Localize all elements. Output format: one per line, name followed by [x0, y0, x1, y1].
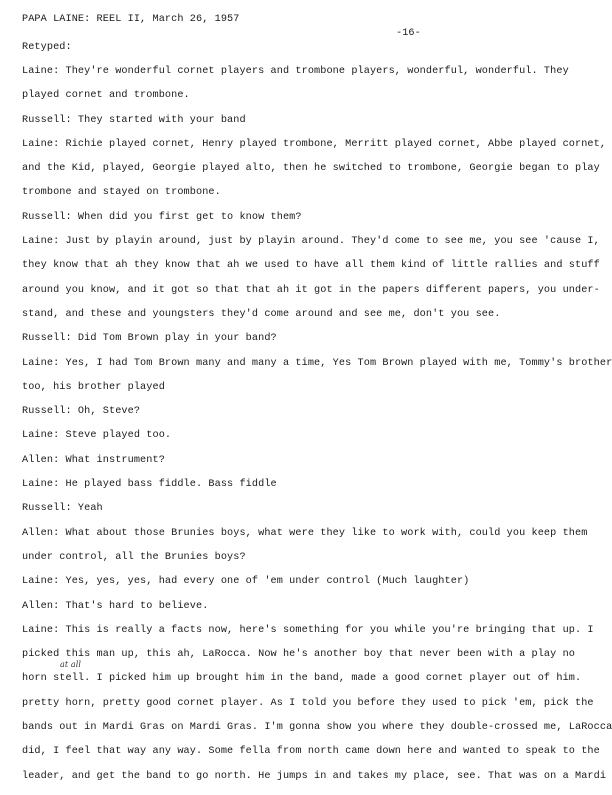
- transcript-line: Laine: Yes, I had Tom Brown many and many a time, Yes Tom Brown played with me, Tommy's brother: [22, 357, 612, 369]
- transcript-line: played cornet and trombone.: [22, 90, 190, 102]
- transcript-line: Russell: When did you first get to know them?: [22, 211, 302, 223]
- transcript-line: Laine: This is really a facts now, here's something for you while you're bringing that up. I: [22, 624, 594, 636]
- transcript-line: Allen: What about those Brunies boys, what were they like to work with, could you keep them: [22, 527, 588, 539]
- transcript-line: Laine: Steve played too.: [22, 430, 172, 442]
- transcript-line: trombone and stayed on trombone.: [22, 187, 221, 199]
- transcript-line: Allen: What instrument?: [22, 454, 165, 466]
- transcript-line: Laine: He played bass fiddle. Bass fiddle: [22, 479, 277, 491]
- transcript-line: under control, all the Brunies boys?: [22, 551, 246, 563]
- handwritten-annotation: at all: [60, 660, 82, 669]
- transcript-line: and the Kid, played, Georgie played alto, then he switched to trombone, Georgie began to play: [22, 163, 600, 175]
- transcript-line: pretty horn, pretty good cornet player. As I told you before they used to pick 'em, pick the: [22, 697, 594, 709]
- transcript-line: horn stell. I picked him up brought him in the band, made a good cornet player out of him.: [22, 673, 582, 685]
- transcript-line: Laine: Yes, yes, yes, had every one of 'em under control (Much laughter): [22, 576, 470, 588]
- transcript-line: they know that ah they know that ah we used to have all them kind of little rallies and stuff: [22, 260, 600, 272]
- transcript-line: did, I feel that way any way. Some fella from north came down here and wanted to speak to the: [22, 746, 600, 758]
- transcript-line: too, his brother played: [22, 381, 165, 393]
- page-number: -16-: [396, 28, 421, 39]
- transcript-line: picked this man up, this ah, LaRocca. Now he's another boy that never been with a play no: [22, 649, 576, 661]
- retyped-note: Retyped:: [22, 42, 72, 53]
- document-header: PAPA LAINE: REEL II, March 26, 1957: [22, 14, 240, 25]
- transcript-line: Russell: Oh, Steve?: [22, 406, 141, 418]
- transcript-line: bands out in Mardi Gras on Mardi Gras. I'm gonna show you where they double-crossed me, LaRocca: [22, 722, 612, 734]
- transcript-body: [22, 66, 612, 795]
- transcript-line: Russell: They started with your band: [22, 114, 246, 126]
- transcript-line: Laine: Just by playin around, just by playin around. They'd come to see me, you see 'cause I,: [22, 236, 600, 248]
- transcript-line: around you know, and it got so that that ah it got in the papers different papers, you under-: [22, 284, 600, 296]
- transcript-line: Laine: Richie played cornet, Henry played trombone, Merritt played cornet, Abbe played cornet,: [22, 138, 607, 150]
- transcript-line: Laine: They're wonderful cornet players and trombone players, wonderful, wonderful. They: [22, 66, 569, 77]
- transcript-line: leader, and get the band to go north. He jumps in and takes my place, see. That was on a Mardi: [22, 770, 607, 782]
- transcript-line: Russell: Yeah: [22, 503, 103, 515]
- transcript-line: Allen: That's hard to believe.: [22, 600, 209, 612]
- transcript-line: Russell: Did Tom Brown play in your band?: [22, 333, 277, 345]
- transcript-line: stand, and these and youngsters they'd come around and see me, don't you see.: [22, 308, 501, 320]
